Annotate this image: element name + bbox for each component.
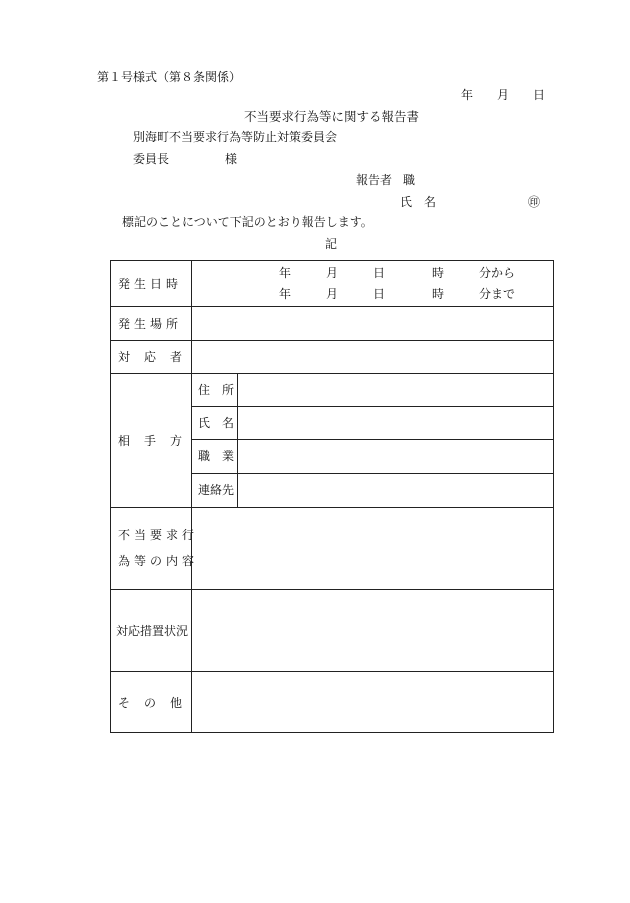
row-line <box>111 507 553 508</box>
label-column-divider <box>191 261 192 732</box>
row-line <box>191 406 553 407</box>
row-line <box>111 373 553 374</box>
position-label: 職 <box>403 173 416 187</box>
occurrence-datetime-label: 発生日時 <box>118 277 183 291</box>
datetime-to-minute: 分まで <box>479 287 516 301</box>
row-line <box>111 306 553 307</box>
addressee-organization: 別海町不当要求行為等防止対策委員会 <box>133 130 338 144</box>
honorific-sama: 様 <box>225 152 238 166</box>
occurrence-place-label: 発生場所 <box>118 317 183 331</box>
reporter-label: 報告者 <box>356 173 393 187</box>
row-line <box>111 340 553 341</box>
intro-text: 標記のことについて下記のとおり報告します。 <box>122 215 373 229</box>
ki-label: 記 <box>325 237 338 251</box>
name-label: 氏 名 <box>400 195 437 209</box>
datetime-from-hour: 時 <box>432 266 445 280</box>
datetime-to-year: 年 <box>279 287 292 301</box>
report-table <box>110 260 554 733</box>
row-line <box>111 671 553 672</box>
content-label-line2: 為等の内容 <box>118 554 199 568</box>
form-number: 第１号様式（第８条関係） <box>97 70 242 84</box>
counterpart-occupation-label: 職 業 <box>198 449 235 463</box>
document-title: 不当要求行為等に関する報告書 <box>244 109 420 124</box>
content-label-line1: 不当要求行 <box>118 528 199 542</box>
datetime-from-month: 月 <box>326 266 339 280</box>
datetime-from-day: 日 <box>373 266 386 280</box>
other-label: その他 <box>118 696 197 710</box>
counterpart-label: 相手方 <box>118 434 197 448</box>
response-status-label: 対応措置状況 <box>116 624 189 638</box>
counterpart-subcolumn-divider <box>237 373 238 507</box>
datetime-to-hour: 時 <box>432 287 445 301</box>
counterpart-address-label: 住 所 <box>198 383 235 397</box>
row-line <box>111 589 553 590</box>
addressee-chair: 委員長 <box>133 152 170 166</box>
datetime-to-month: 月 <box>326 287 339 301</box>
seal-mark: ㊞ <box>528 195 541 209</box>
date-line: 年 月 日 <box>461 88 546 102</box>
counterpart-name-label: 氏 名 <box>198 416 235 430</box>
row-line <box>191 439 553 440</box>
datetime-to-day: 日 <box>373 287 386 301</box>
counterpart-contact-label: 連絡先 <box>198 483 235 497</box>
row-line <box>191 473 553 474</box>
datetime-from-year: 年 <box>279 266 292 280</box>
responder-label: 対応者 <box>118 350 197 364</box>
datetime-from-minute: 分から <box>479 266 516 280</box>
